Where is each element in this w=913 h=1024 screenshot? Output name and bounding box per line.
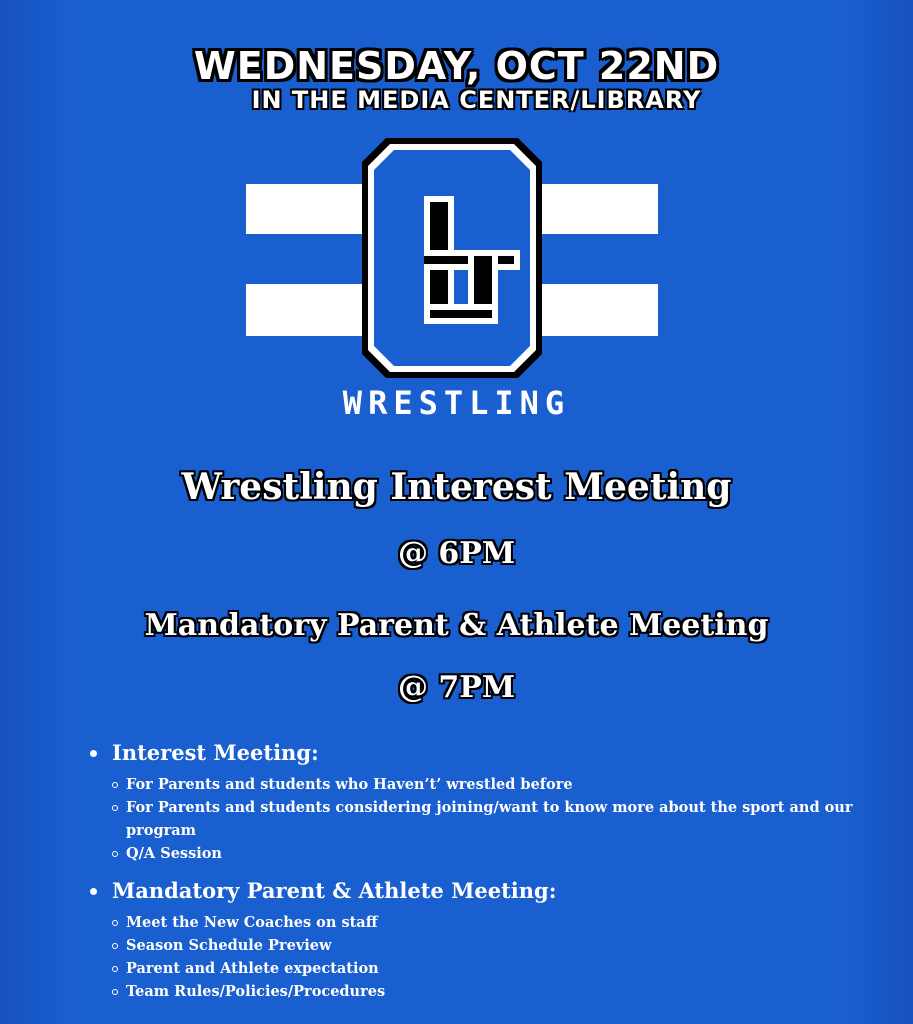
circle-bullet-icon [112,989,118,995]
list-item: For Parents and students who Haven’t’ wrestled before [112,773,870,796]
event-date: WEDNESDAY, OCT 22ND [193,44,720,88]
interest-meeting-time: @ 6PM [397,536,516,571]
section-title-text: Interest Meeting: [112,740,319,765]
list-item: Season Schedule Preview [112,934,870,957]
bullet-list [90,773,870,865]
circle-bullet-icon [112,966,118,972]
interest-meeting-heading: Wrestling Interest Meeting [181,466,732,508]
list-item: Meet the New Coaches on staff [112,911,870,934]
event-location: IN THE MEDIA CENTER/LIBRARY [251,86,702,114]
mandatory-meeting-time: @ 7PM [397,670,516,705]
circle-bullet-icon [112,943,118,949]
bullet-icon [90,750,97,757]
section-title [90,878,870,903]
circle-bullet-icon [112,920,118,926]
circle-bullet-icon [112,805,118,811]
section-title [90,740,870,765]
list-item: Team Rules/Policies/Procedures [112,980,870,1003]
logo-wordmark: WRESTLING [342,384,571,422]
circle-bullet-icon [112,782,118,788]
list-item: Q/A Session [112,842,870,865]
g-wrestling-logo [246,138,658,378]
list-item: Parent and Athlete expectation [112,957,870,980]
bullet-icon [90,888,97,895]
list-item: For Parents and students considering joining/want to know more about the sport and our program [112,796,870,842]
mandatory-meeting-heading: Mandatory Parent & Athlete Meeting [144,608,769,643]
circle-bullet-icon [112,851,118,857]
interest-meeting-section [90,740,870,865]
section-title-text: Mandatory Parent & Athlete Meeting: [112,878,557,903]
mandatory-meeting-section [90,878,870,1003]
bullet-list [90,911,870,1003]
